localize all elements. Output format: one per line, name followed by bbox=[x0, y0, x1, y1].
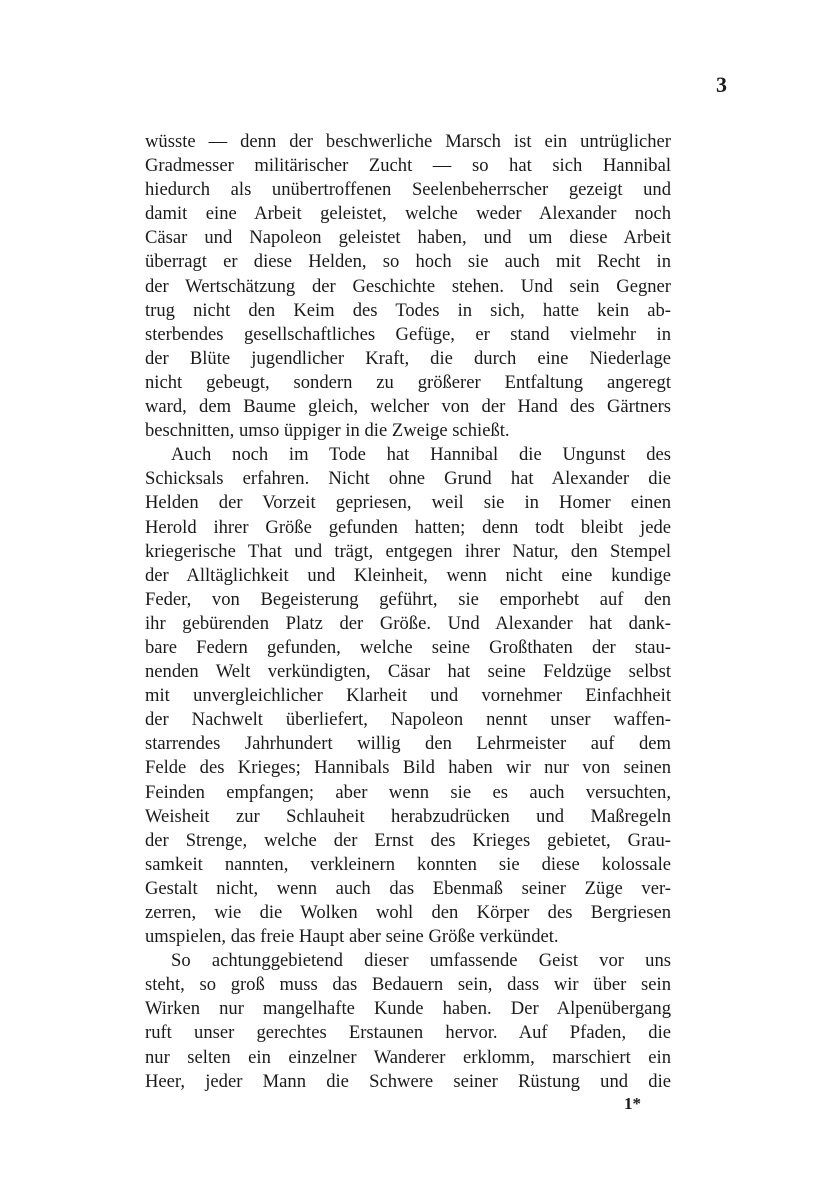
text-line: wüsste — denn der beschwerliche Marsch ist ein untrüglicher bbox=[145, 131, 671, 152]
page-number: 3 bbox=[716, 72, 727, 97]
text-line: Herold ihrer Größe gefunden hatten; denn todt bleibt jede bbox=[145, 516, 671, 538]
text-line: nenden Welt verkündigten, Cäsar hat seine Feldzüge selbst bbox=[145, 661, 671, 683]
text-line: umspielen, das freie Haupt aber seine Größe verkündet. bbox=[145, 926, 559, 948]
text-line: trug nicht den Keim des Todes in sich, hatte kein ab- bbox=[145, 299, 671, 321]
text-line: zerren, wie die Wolken wohl den Körper des Bergriesen bbox=[145, 902, 671, 923]
text-line: mit unvergleichlicher Klarheit und vornehmer Einfachheit bbox=[145, 685, 671, 707]
text-line: Schicksals erfahren. Nicht ohne Grund hat Alexander die bbox=[145, 468, 671, 490]
text-line: der Blüte jugendlicher Kraft, die durch eine Niederlage bbox=[145, 347, 671, 369]
body-text bbox=[145, 130, 671, 1094]
text-line: Heer, jeder Mann die Schwere seiner Rüstung und die bbox=[145, 1070, 671, 1092]
text-line: der Wertschätzung der Geschichte stehen. Und sein Gegner bbox=[145, 275, 671, 297]
text-line: überragt er diese Helden, so hoch sie auch mit Recht in bbox=[145, 251, 671, 273]
text-line: nicht gebeugt, sondern zu größerer Entfaltung angeregt bbox=[145, 371, 671, 393]
text-line: ward, dem Baume gleich, welcher von der Hand des Gärtners bbox=[145, 396, 671, 418]
text-line: der Nachwelt überliefert, Napoleon nennt unser waffen- bbox=[145, 709, 671, 731]
text-line: bare Federn gefunden, welche seine Großthaten der stau- bbox=[145, 636, 671, 658]
text-line: Gestalt nicht, wenn auch das Ebenmaß seiner Züge ver- bbox=[145, 877, 671, 899]
text-line: Weisheit zur Schlauheit herabzudrücken und Maßregeln bbox=[145, 805, 671, 827]
text-line: nur selten ein einzelner Wanderer erklomm, marschiert ein bbox=[145, 1046, 671, 1068]
text-line: ihr gebürenden Platz der Größe. Und Alexander hat dank- bbox=[145, 612, 671, 634]
text-line: samkeit nannten, verkleinern konnten sie diese kolossale bbox=[145, 853, 671, 875]
text-line: beschnitten, umso üppiger in die Zweige schießt. bbox=[145, 420, 510, 442]
text-line: damit eine Arbeit geleistet, welche weder Alexander noch bbox=[145, 203, 671, 225]
text-line: der Strenge, welche der Ernst des Krieges gebietet, Grau- bbox=[145, 829, 671, 851]
text-line: Wirken nur mangelhafte Kunde haben. Der Alpenübergang bbox=[145, 998, 671, 1020]
text-line: Helden der Vorzeit gepriesen, weil sie in Homer einen bbox=[145, 492, 671, 514]
text-line: Cäsar und Napoleon geleistet haben, und um diese Arbeit bbox=[145, 227, 671, 249]
text-line: Feder, von Begeisterung geführt, sie emporhebt auf den bbox=[145, 588, 671, 610]
text-line: sterbendes gesellschaftliches Gefüge, er stand vielmehr in bbox=[145, 323, 671, 345]
text-line: Feinden empfangen; aber wenn sie es auch versuchten, bbox=[145, 781, 671, 803]
text-line: So achtunggebietend dieser umfassende Geist vor uns bbox=[171, 950, 671, 972]
text-line: Felde des Krieges; Hannibals Bild haben wir nur von seinen bbox=[145, 757, 671, 779]
signature-mark: 1* bbox=[624, 1094, 641, 1113]
text-line: Auch noch im Tode hat Hannibal die Ungunst des bbox=[171, 444, 671, 466]
text-line: der Alltäglichkeit und Kleinheit, wenn nicht eine kundige bbox=[145, 564, 671, 586]
text-line: hiedurch als unübertroffenen Seelenbeherrscher gezeigt und bbox=[145, 179, 671, 201]
text-line: starrendes Jahrhundert willig den Lehrmeister auf dem bbox=[145, 733, 671, 755]
text-line: ruft unser gerechtes Erstaunen hervor. Auf Pfaden, die bbox=[145, 1022, 671, 1044]
text-line: Gradmesser militärischer Zucht — so hat sich Hannibal bbox=[145, 155, 671, 177]
text-line: kriegerische That und trägt, entgegen ihrer Natur, den Stempel bbox=[145, 540, 671, 562]
text-line: steht, so groß muss das Bedauern sein, dass wir über sein bbox=[145, 974, 671, 996]
